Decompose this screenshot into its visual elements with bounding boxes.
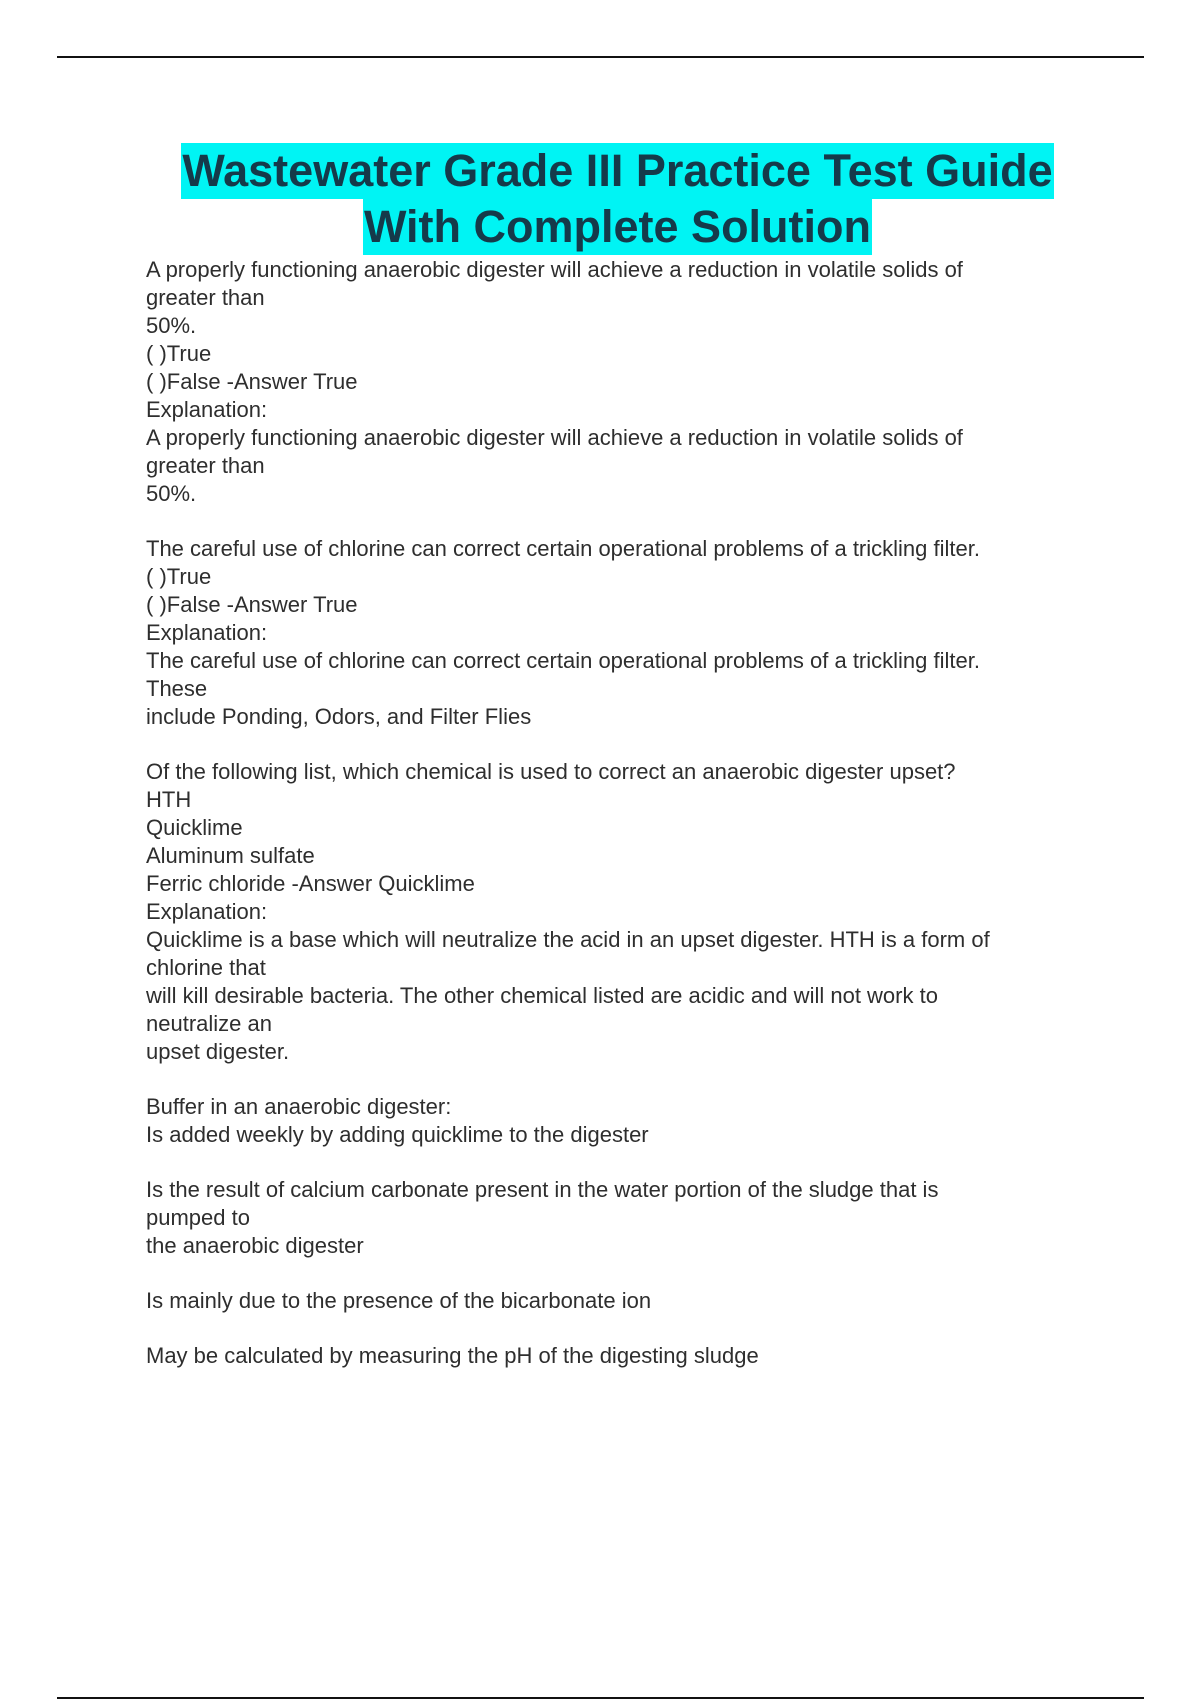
- text-line: greater than: [146, 285, 265, 310]
- text-line: 50%.: [146, 313, 197, 338]
- text-line: HTH: [146, 787, 192, 812]
- text-line: The careful use of chlorine can correct certain operational problems of a trickling filter.: [146, 648, 980, 673]
- paragraph-gap: [146, 1315, 1086, 1342]
- text-line: Explanation:: [146, 899, 268, 924]
- text-line: upset digester.: [146, 1039, 290, 1064]
- text-line: A properly functioning anaerobic digester will achieve a reduction in volatile solids of: [146, 257, 963, 282]
- text-line: will kill desirable bacteria. The other chemical listed are acidic and will not work to: [146, 983, 938, 1008]
- paragraph-gap: [146, 1260, 1086, 1287]
- text-line: Is mainly due to the presence of the bicarbonate ion: [146, 1288, 652, 1313]
- text-line: the anaerobic digester: [146, 1233, 364, 1258]
- bottom-rule: [57, 1697, 1144, 1699]
- question-block: [146, 1093, 1086, 1149]
- question-block: [146, 256, 1086, 508]
- document-body: [146, 256, 1086, 1370]
- text-line: Explanation:: [146, 397, 268, 422]
- text-line: chlorine that: [146, 955, 266, 980]
- text-line: Aluminum sulfate: [146, 843, 315, 868]
- title-line-1: Wastewater Grade III Practice Test Guide: [181, 143, 1053, 199]
- text-line: Quicklime is a base which will neutralize the acid in an upset digester. HTH is a form of: [146, 927, 990, 952]
- text-line: Of the following list, which chemical is used to correct an anaerobic digester upset?: [146, 759, 956, 784]
- top-rule: [57, 56, 1144, 58]
- document-title: [145, 143, 1090, 255]
- text-line: A properly functioning anaerobic digester will achieve a reduction in volatile solids of: [146, 425, 963, 450]
- text-line: ( )True: [146, 564, 212, 589]
- text-line: ( )False -Answer True: [146, 592, 358, 617]
- title-line-2: With Complete Solution: [363, 199, 872, 255]
- question-block: [146, 758, 1086, 1066]
- text-line: Is the result of calcium carbonate present in the water portion of the sludge that is: [146, 1177, 939, 1202]
- text-line: The careful use of chlorine can correct certain operational problems of a trickling filter.: [146, 536, 980, 561]
- text-line: May be calculated by measuring the pH of the digesting sludge: [146, 1343, 759, 1368]
- paragraph-gap: [146, 508, 1086, 535]
- text-line: pumped to: [146, 1205, 250, 1230]
- text-line: Is added weekly by adding quicklime to the digester: [146, 1122, 649, 1147]
- text-line: These: [146, 676, 208, 701]
- question-block: [146, 1342, 1086, 1370]
- text-line: Quicklime: [146, 815, 243, 840]
- paragraph-gap: [146, 1149, 1086, 1176]
- paragraph-gap: [146, 1066, 1086, 1093]
- text-line: 50%.: [146, 481, 197, 506]
- text-line: greater than: [146, 453, 265, 478]
- text-line: ( )True: [146, 341, 212, 366]
- text-line: Ferric chloride -Answer Quicklime: [146, 871, 475, 896]
- text-line: neutralize an: [146, 1011, 272, 1036]
- text-line: ( )False -Answer True: [146, 369, 358, 394]
- text-line: Explanation:: [146, 620, 268, 645]
- question-block: [146, 535, 1086, 731]
- text-line: Buffer in an anaerobic digester:: [146, 1094, 452, 1119]
- paragraph-gap: [146, 731, 1086, 758]
- question-block: [146, 1287, 1086, 1315]
- text-line: include Ponding, Odors, and Filter Flies: [146, 704, 532, 729]
- question-block: [146, 1176, 1086, 1260]
